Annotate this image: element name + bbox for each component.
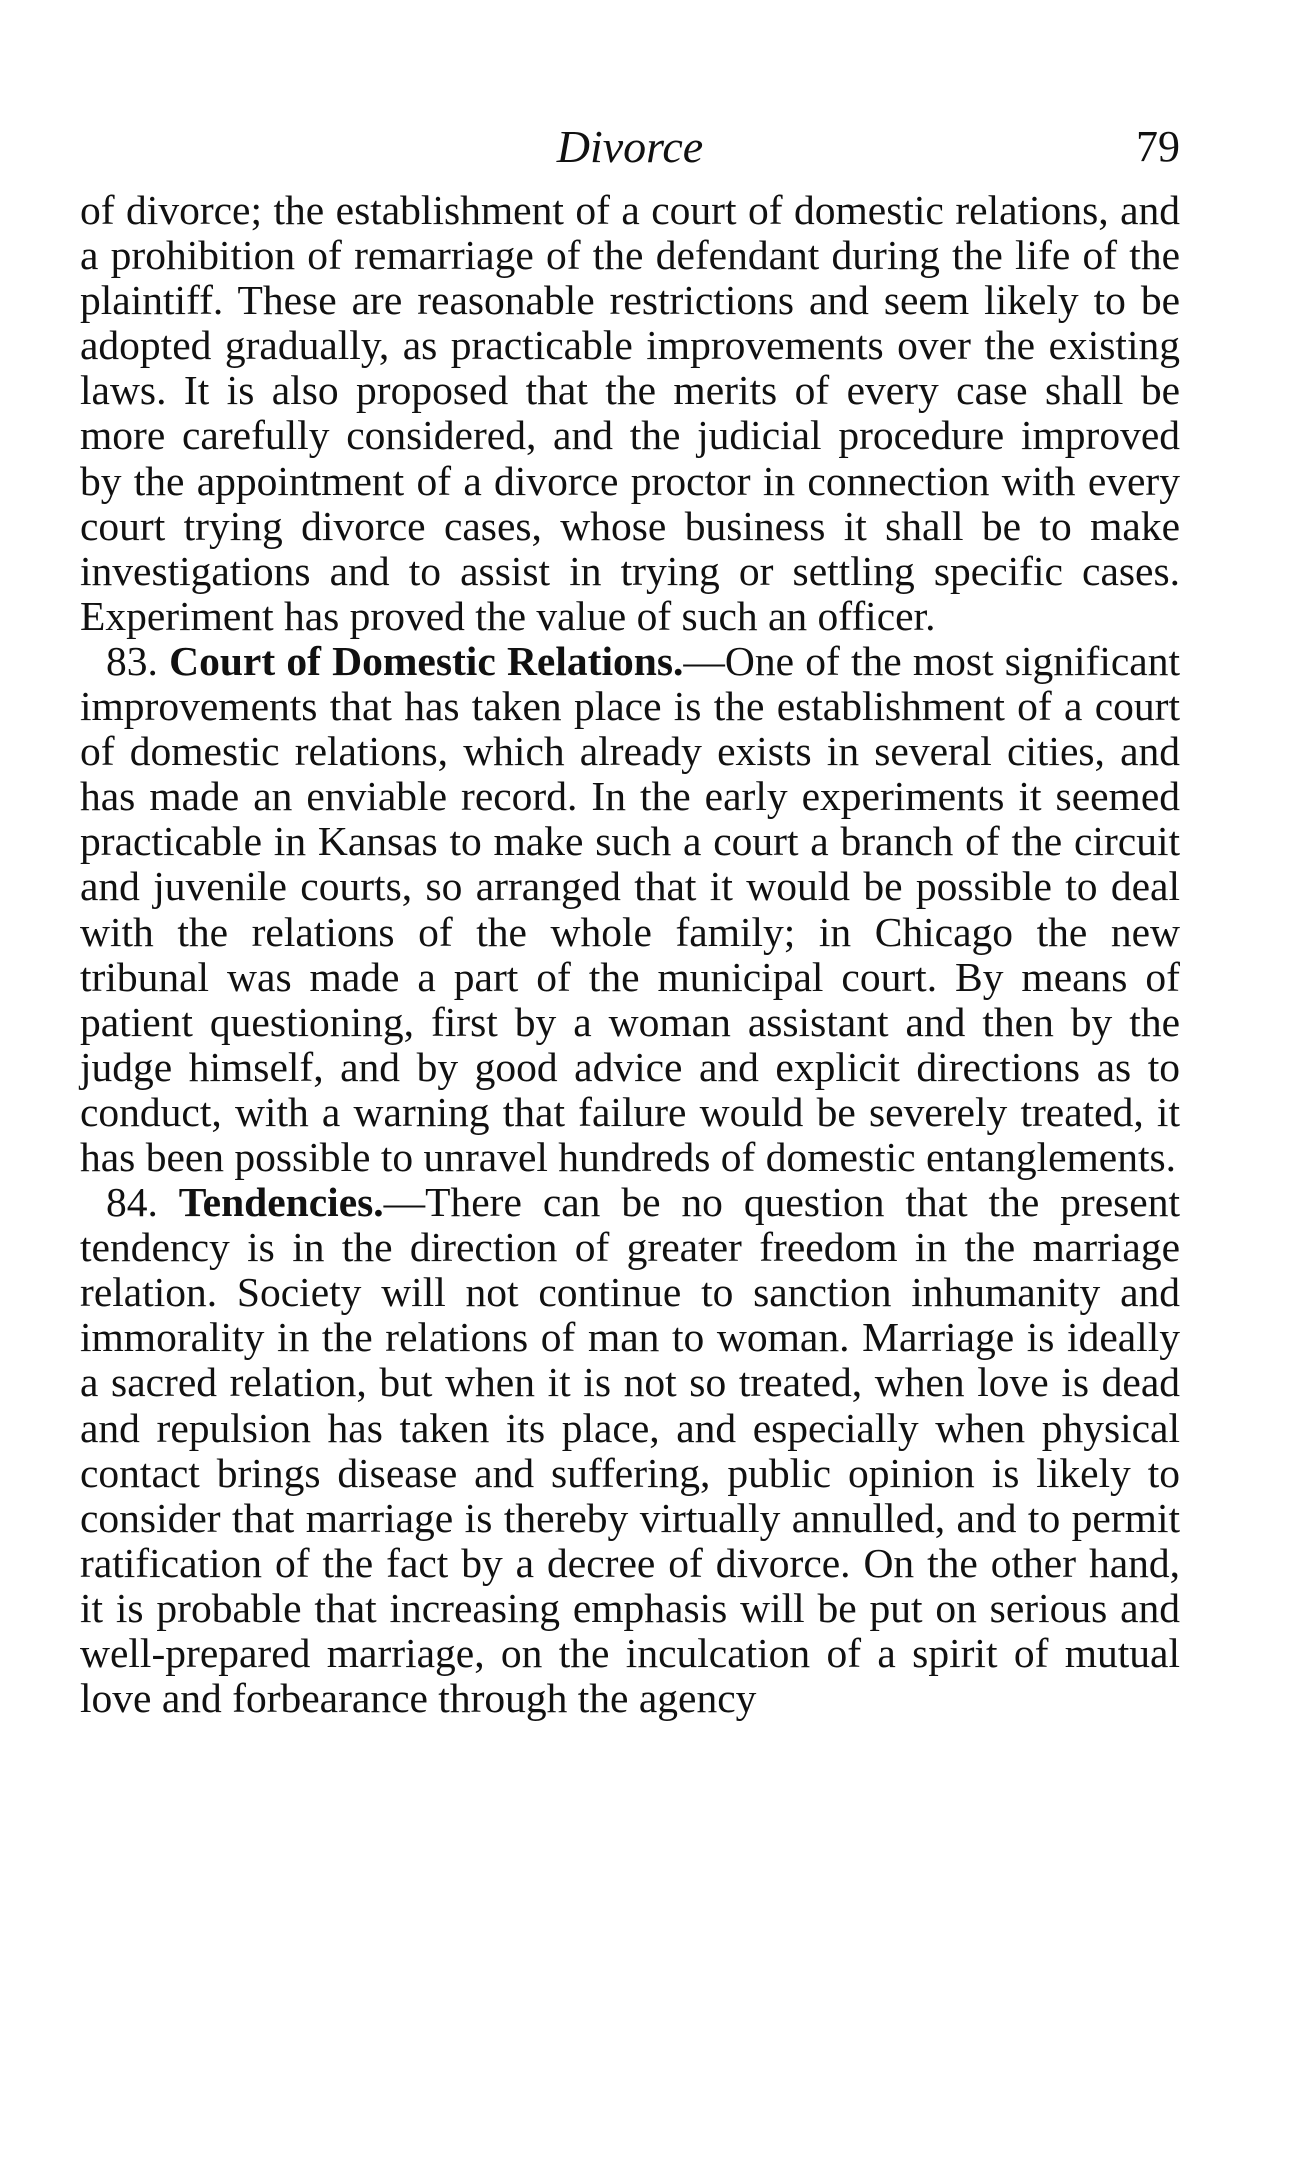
page-number: 79 bbox=[1136, 122, 1180, 171]
running-header bbox=[80, 118, 1180, 180]
paragraph-continuation bbox=[80, 188, 1180, 639]
section-number: 84. bbox=[106, 1179, 158, 1226]
paragraph-text: —There can be no question that the present tendency is in the direction of greater freedom in the marriage relation. Society will not continue to sanction inhumanity and immorality in the relations of man to woman. Marriage is ideally a sacred relation, but when it is not so treated, when love is dead and repulsion has taken its place, and especially when physical contact brings disease and suffering, public opinion is likely to consider that marriage is thereby virtually annulled, and to permit ratification of the fact by a decree of divorce. On the other hand, it is probable that increasing emphasis will be put on serious and well-prepared marriage, on the inculcation of a spirit of mutual love and forbearance through the agency bbox=[80, 1179, 1180, 1722]
paragraph-section-84 bbox=[80, 1180, 1180, 1721]
running-title: Divorce bbox=[556, 121, 704, 172]
section-heading: Tendencies. bbox=[178, 1179, 384, 1226]
page-content bbox=[80, 118, 1180, 1721]
body-text bbox=[80, 188, 1180, 1721]
paragraph-section-83 bbox=[80, 639, 1180, 1180]
paragraph-text: of divorce; the establishment of a court of domestic relations, and a prohibition of remarriage of the defendant during the life of the plaintiff. These are reasonable restrictions and seem likely to be adopted gradually, as practicable improvements over the existing laws. It is also proposed that the merits of every case shall be more carefully considered, and the judicial procedure improved by the appointment of a divorce proctor in connection with every court trying divorce cases, whose business it shall be to make investigations and to assist in trying or settling specific cases. Experiment has proved the value of such an officer. bbox=[80, 187, 1180, 639]
paragraph-text: —One of the most significant improvements that has taken place is the establishment of a court of domestic relations, which already exists in several cities, and has made an enviable record. In the early experiments it seemed practicable in Kansas to make such a court a branch of the circuit and juvenile courts, so arranged that it would be possible to deal with the relations of the whole family; in Chicago the new tribunal was made a part of the municipal court. By means of patient questioning, first by a woman assistant and then by the judge himself, and by good advice and explicit directions as to conduct, with a warning that failure would be severely treated, it has been possible to unravel hundreds of domestic entanglements. bbox=[80, 637, 1180, 1180]
section-heading: Court of Domestic Relations. bbox=[169, 637, 684, 684]
section-number: 83. bbox=[106, 637, 158, 684]
